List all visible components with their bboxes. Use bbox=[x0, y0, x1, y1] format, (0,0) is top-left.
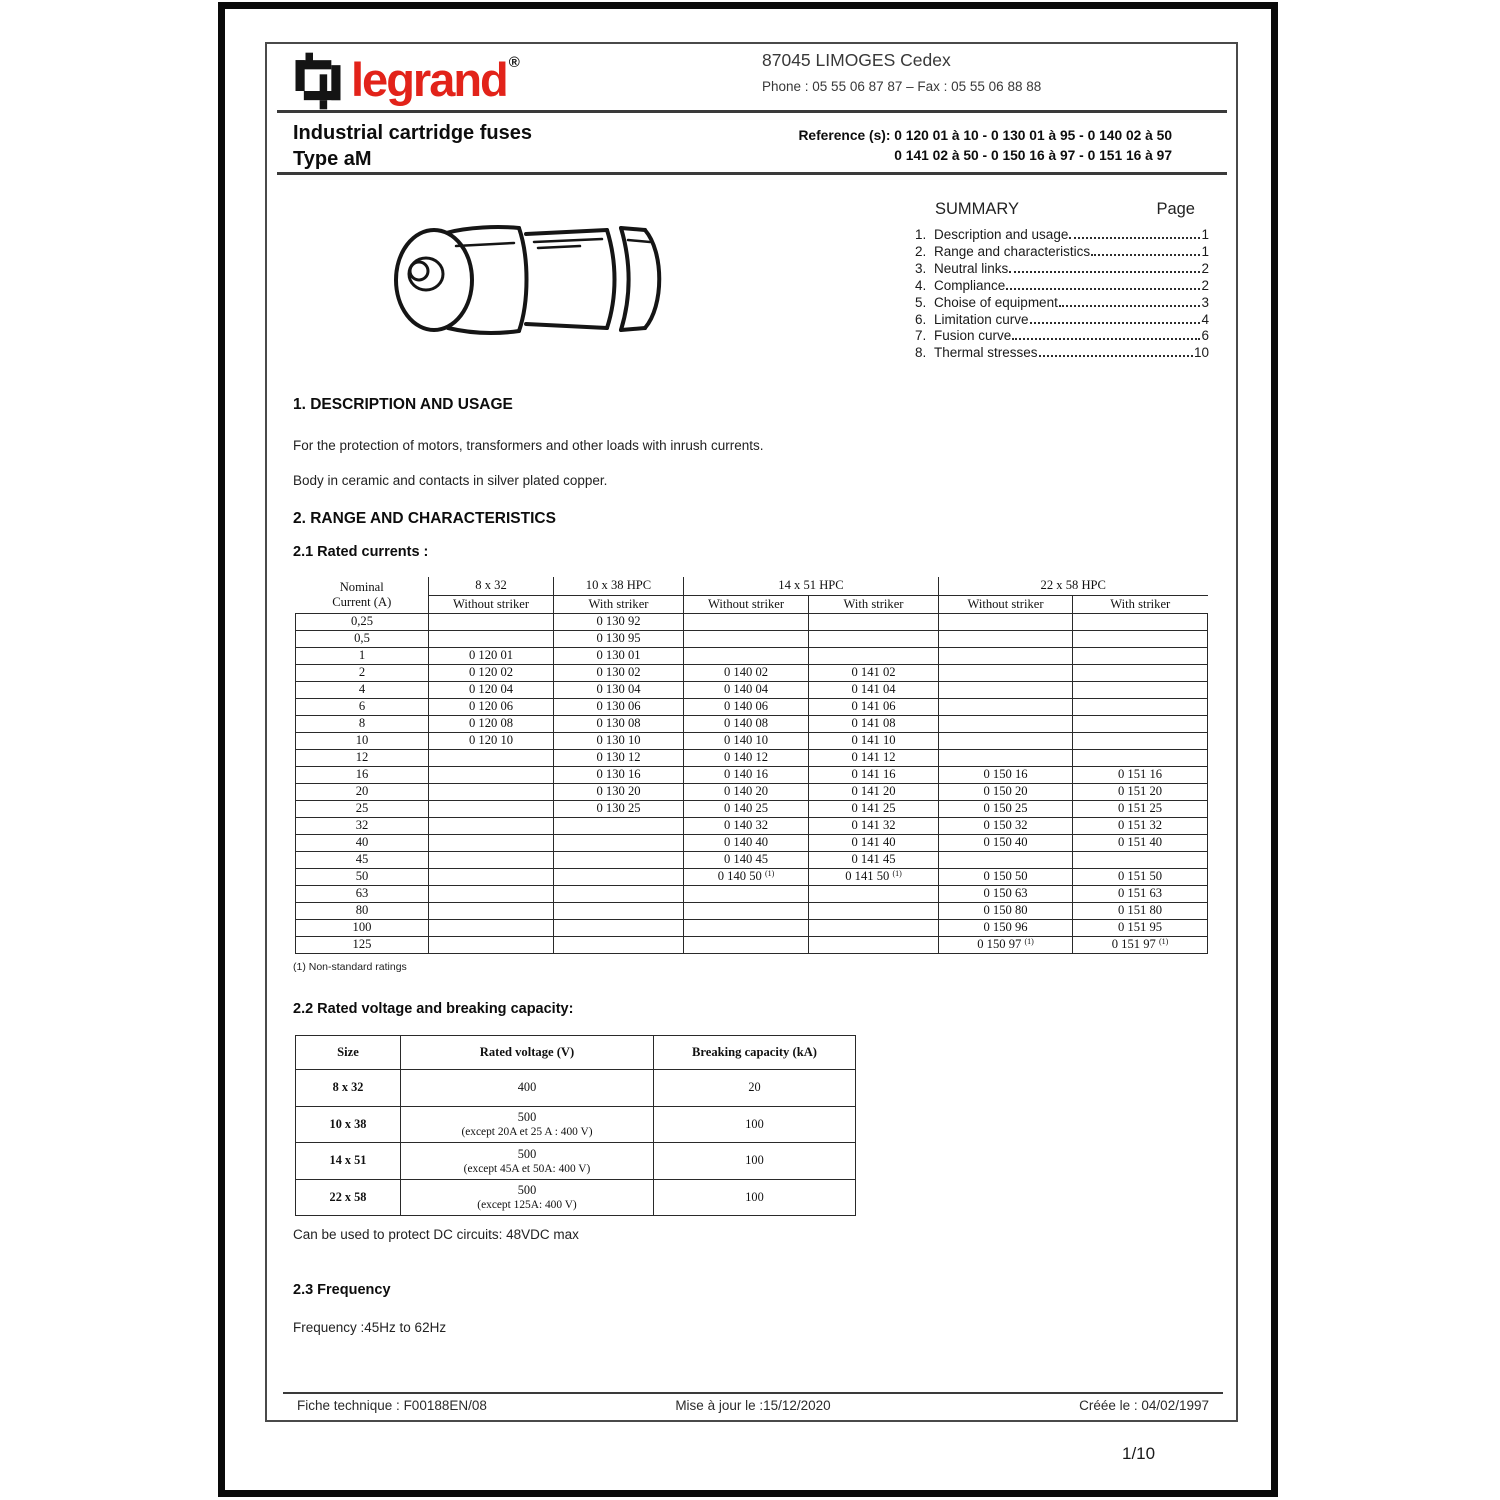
legrand-logo bbox=[293, 52, 520, 110]
rated-current-row bbox=[296, 817, 1208, 834]
catalog-number-cell: 0 141 16 bbox=[809, 766, 939, 783]
summary-item-leader bbox=[1006, 288, 1200, 290]
catalog-number-cell bbox=[684, 902, 809, 919]
summary-item-page: 1 bbox=[1201, 227, 1209, 242]
catalog-number-cell: 0 150 96 bbox=[939, 919, 1073, 936]
catalog-number-cell bbox=[809, 613, 939, 630]
catalog-number-cell: 0 140 25 bbox=[684, 800, 809, 817]
catalog-number-cell: 0 130 20 bbox=[554, 783, 684, 800]
catalog-number-cell: 0 130 10 bbox=[554, 732, 684, 749]
summary-item-label: Thermal stresses bbox=[934, 345, 1038, 361]
catalog-number-cell: 0 130 92 bbox=[554, 613, 684, 630]
rated-current-row bbox=[296, 681, 1208, 698]
catalog-number-cell bbox=[1073, 647, 1208, 664]
striker-header: Without striker bbox=[939, 595, 1073, 613]
catalog-number-cell: 0 151 80 bbox=[1073, 902, 1208, 919]
registered-mark: ® bbox=[508, 54, 520, 71]
rated-current-row bbox=[296, 749, 1208, 766]
dc-circuits-note: Can be used to protect DC circuits: 48VDC max bbox=[293, 1227, 579, 1242]
rated-current-row bbox=[296, 647, 1208, 664]
catalog-number-cell: 0 151 40 bbox=[1073, 834, 1208, 851]
catalog-number-cell bbox=[1073, 630, 1208, 647]
rated-voltage-column-header: Rated voltage (V) bbox=[401, 1036, 654, 1070]
voltage-capacity-table bbox=[295, 1035, 856, 1216]
rated-current-row bbox=[296, 766, 1208, 783]
rated-current-row bbox=[296, 613, 1208, 630]
catalog-number-cell bbox=[1073, 613, 1208, 630]
summary-item-leader bbox=[1069, 237, 1200, 239]
catalog-number-cell: 0 140 50 $^{(1)}$ bbox=[684, 868, 809, 885]
footer-updated-date: Mise à jour le :15/12/2020 bbox=[675, 1398, 831, 1413]
summary-item-leader bbox=[1012, 338, 1200, 340]
rated-current-row bbox=[296, 919, 1208, 936]
catalog-number-cell: 0 140 32 bbox=[684, 817, 809, 834]
catalog-number-cell: 0 151 20 bbox=[1073, 783, 1208, 800]
catalog-number-cell: 0 140 45 bbox=[684, 851, 809, 868]
summary-item-page: 2 bbox=[1201, 260, 1209, 276]
cartridge-fuse-drawing bbox=[388, 212, 678, 360]
catalog-number-cell: 0 140 20 bbox=[684, 783, 809, 800]
voltage-header-row bbox=[296, 1036, 856, 1070]
size-header-10x38: 10 x 38 HPC bbox=[554, 577, 684, 595]
rated-current-row bbox=[296, 698, 1208, 715]
catalog-number-cell bbox=[1073, 698, 1208, 715]
catalog-number-cell: 0 130 01 bbox=[554, 647, 684, 664]
catalog-number-cell bbox=[1073, 851, 1208, 868]
catalog-number-cell bbox=[939, 613, 1073, 630]
catalog-number-cell bbox=[809, 919, 939, 936]
rated-current-row bbox=[296, 715, 1208, 732]
voltage-row bbox=[296, 1179, 856, 1216]
catalog-number-cell bbox=[1073, 681, 1208, 698]
catalog-number-cell bbox=[809, 647, 939, 664]
rated-current-row bbox=[296, 868, 1208, 885]
catalog-number-cell bbox=[939, 851, 1073, 868]
summary-item-number: 5. bbox=[915, 294, 927, 310]
catalog-number-cell bbox=[554, 851, 684, 868]
section-2-1-heading: 2.1 Rated currents : bbox=[293, 544, 429, 560]
rated-current-row bbox=[296, 851, 1208, 868]
nominal-current-cell: 63 bbox=[296, 885, 429, 902]
catalog-number-cell bbox=[1073, 715, 1208, 732]
voltage-value: 500 bbox=[517, 1110, 537, 1125]
voltage-row bbox=[296, 1143, 856, 1180]
rated-current-row bbox=[296, 783, 1208, 800]
catalog-number-cell bbox=[1073, 749, 1208, 766]
voltage-value: 500 bbox=[517, 1183, 537, 1198]
rated-current-row bbox=[296, 630, 1208, 647]
nominal-current-cell: 100 bbox=[296, 919, 429, 936]
catalog-number-cell: 0 130 25 bbox=[554, 800, 684, 817]
nominal-current-cell: 0,5 bbox=[296, 630, 429, 647]
size-cell: 14 x 51 bbox=[296, 1143, 401, 1180]
catalog-number-cell: 0 150 80 bbox=[939, 902, 1073, 919]
catalog-number-cell bbox=[684, 613, 809, 630]
catalog-number-cell: 0 150 32 bbox=[939, 817, 1073, 834]
catalog-number-cell: 0 130 12 bbox=[554, 749, 684, 766]
catalog-number-cell bbox=[429, 851, 554, 868]
summary-item-number: 6. bbox=[915, 311, 927, 327]
footer-technical-sheet: Fiche technique : F00188EN/08 bbox=[297, 1398, 487, 1413]
nominal-current-cell: 10 bbox=[296, 732, 429, 749]
summary-item bbox=[915, 278, 1209, 295]
title-line-1: Industrial cartridge fuses bbox=[293, 122, 532, 144]
footer-divider bbox=[283, 1392, 1223, 1394]
catalog-number-cell bbox=[939, 715, 1073, 732]
catalog-number-cell bbox=[939, 647, 1073, 664]
catalog-number-cell bbox=[554, 919, 684, 936]
rated-current-row bbox=[296, 834, 1208, 851]
catalog-number-cell bbox=[429, 885, 554, 902]
catalog-number-cell: 0 141 10 bbox=[809, 732, 939, 749]
catalog-number-cell bbox=[554, 868, 684, 885]
summary-item bbox=[915, 244, 1209, 261]
catalog-number-cell: 0 140 08 bbox=[684, 715, 809, 732]
size-header-14x51: 14 x 51 HPC bbox=[684, 577, 939, 595]
size-cell: 22 x 58 bbox=[296, 1179, 401, 1216]
catalog-number-cell: 0 140 12 bbox=[684, 749, 809, 766]
voltage-cell bbox=[401, 1143, 654, 1180]
summary-item-label: Compliance bbox=[934, 277, 1006, 293]
nominal-current-cell: 25 bbox=[296, 800, 429, 817]
summary-item-page: 10 bbox=[1193, 345, 1209, 361]
catalog-number-cell: 0 150 50 bbox=[939, 868, 1073, 885]
catalog-number-cell: 0 150 16 bbox=[939, 766, 1073, 783]
summary-item bbox=[915, 328, 1209, 345]
voltage-exception-note: (except 45A et 50A: 400 V) bbox=[463, 1162, 591, 1175]
catalog-number-cell bbox=[684, 647, 809, 664]
size-cell: 8 x 32 bbox=[296, 1070, 401, 1107]
catalog-number-cell bbox=[809, 936, 939, 953]
catalog-number-cell: 0 130 08 bbox=[554, 715, 684, 732]
catalog-number-cell: 0 141 12 bbox=[809, 749, 939, 766]
catalog-number-cell: 0 140 16 bbox=[684, 766, 809, 783]
catalog-number-cell bbox=[554, 936, 684, 953]
catalog-number-cell: 0 141 50 $^{(1)}$ bbox=[809, 868, 939, 885]
catalog-number-cell: 0 120 01 bbox=[429, 647, 554, 664]
section-1-heading: 1. DESCRIPTION AND USAGE bbox=[293, 396, 513, 413]
summary-item-label: Range and characteristics bbox=[934, 243, 1091, 259]
catalog-number-cell bbox=[554, 885, 684, 902]
catalog-number-cell bbox=[429, 902, 554, 919]
summary-item-leader bbox=[1030, 322, 1201, 324]
catalog-number-cell bbox=[429, 783, 554, 800]
rated-current-row bbox=[296, 885, 1208, 902]
rated-current-row bbox=[296, 800, 1208, 817]
catalog-number-cell bbox=[939, 698, 1073, 715]
voltage-cell bbox=[401, 1179, 654, 1216]
voltage-row bbox=[296, 1106, 856, 1143]
catalog-number-cell bbox=[939, 630, 1073, 647]
reference-line-1: Reference (s): 0 120 01 à 10 - 0 130 01 à 95 - 0 140 02 à 50 bbox=[798, 128, 1172, 143]
voltage-value: 400 bbox=[517, 1080, 537, 1095]
section-2-3-heading: 2.3 Frequency bbox=[293, 1282, 391, 1298]
catalog-number-cell: 0 140 02 bbox=[684, 664, 809, 681]
striker-header: Without striker bbox=[429, 595, 554, 613]
catalog-number-cell bbox=[429, 919, 554, 936]
voltage-value: 500 bbox=[517, 1146, 537, 1161]
catalog-number-cell bbox=[939, 681, 1073, 698]
catalog-number-cell: 0 141 04 bbox=[809, 681, 939, 698]
catalog-number-cell: 0 151 63 bbox=[1073, 885, 1208, 902]
nominal-current-cell: 12 bbox=[296, 749, 429, 766]
summary-item-leader bbox=[1039, 355, 1193, 357]
summary-item-number: 7. bbox=[915, 328, 927, 344]
reference-block bbox=[737, 126, 1172, 166]
rated-header-row-1 bbox=[296, 577, 1208, 595]
size-cell: 10 x 38 bbox=[296, 1106, 401, 1143]
rated-current-row bbox=[296, 936, 1208, 953]
divider bbox=[277, 172, 1227, 175]
voltage-exception-note: (except 20A et 25 A : 400 V) bbox=[461, 1126, 593, 1139]
catalog-number-cell bbox=[429, 817, 554, 834]
catalog-number-cell bbox=[554, 817, 684, 834]
document-title bbox=[293, 120, 532, 172]
nominal-current-cell: 32 bbox=[296, 817, 429, 834]
striker-header: With striker bbox=[554, 595, 684, 613]
catalog-number-cell: 0 141 25 bbox=[809, 800, 939, 817]
catalog-number-cell: 0 120 06 bbox=[429, 698, 554, 715]
nominal-current-cell: 16 bbox=[296, 766, 429, 783]
catalog-number-cell: 0 151 97 $^{(1)}$ bbox=[1073, 936, 1208, 953]
catalog-number-cell: 0 120 02 bbox=[429, 664, 554, 681]
catalog-number-cell: 0 150 97 $^{(1)}$ bbox=[939, 936, 1073, 953]
nominal-current-cell: 8 bbox=[296, 715, 429, 732]
rated-current-row bbox=[296, 732, 1208, 749]
legrand-logo-icon bbox=[293, 52, 343, 110]
voltage-cell bbox=[401, 1106, 654, 1143]
striker-header: Without striker bbox=[684, 595, 809, 613]
catalog-number-cell bbox=[429, 749, 554, 766]
catalog-number-cell bbox=[809, 902, 939, 919]
striker-header: With striker bbox=[809, 595, 939, 613]
summary-item bbox=[915, 261, 1209, 278]
catalog-number-cell bbox=[684, 936, 809, 953]
catalog-number-cell: 0 130 04 bbox=[554, 681, 684, 698]
summary-item bbox=[915, 227, 1209, 244]
catalog-number-cell: 0 151 16 bbox=[1073, 766, 1208, 783]
catalog-number-cell: 0 140 40 bbox=[684, 834, 809, 851]
catalog-number-cell: 0 141 45 bbox=[809, 851, 939, 868]
summary-item bbox=[915, 295, 1209, 312]
nominal-current-cell: 50 bbox=[296, 868, 429, 885]
catalog-number-cell bbox=[809, 885, 939, 902]
summary-item-leader bbox=[1059, 305, 1201, 307]
section-1-paragraph-2: Body in ceramic and contacts in silver plated copper. bbox=[293, 473, 608, 488]
catalog-number-cell: 0 130 06 bbox=[554, 698, 684, 715]
rated-header-row-2 bbox=[296, 595, 1208, 613]
nominal-current-cell: 1 bbox=[296, 647, 429, 664]
divider bbox=[277, 110, 1227, 113]
summary-item-label: Description and usage bbox=[934, 227, 1069, 242]
summary-page-label: Page bbox=[1156, 200, 1195, 218]
catalog-number-cell bbox=[429, 834, 554, 851]
catalog-number-cell bbox=[429, 766, 554, 783]
catalog-number-cell bbox=[554, 834, 684, 851]
catalog-number-cell: 0 150 63 bbox=[939, 885, 1073, 902]
nominal-current-cell: 40 bbox=[296, 834, 429, 851]
title-line-2: Type aM bbox=[293, 148, 372, 170]
catalog-number-cell: 0 130 02 bbox=[554, 664, 684, 681]
summary-item-label: Limitation curve bbox=[934, 311, 1029, 327]
frequency-note: Frequency :45Hz to 62Hz bbox=[293, 1320, 447, 1335]
section-1-paragraph-1: For the protection of motors, transformers and other loads with inrush currents. bbox=[293, 438, 764, 453]
catalog-number-cell bbox=[684, 630, 809, 647]
nominal-current-header: Nominal Current (A) bbox=[332, 579, 392, 609]
catalog-number-cell bbox=[429, 613, 554, 630]
nominal-current-cell: 6 bbox=[296, 698, 429, 715]
company-address bbox=[762, 50, 1041, 94]
footer bbox=[297, 1398, 1209, 1413]
voltage-row bbox=[296, 1070, 856, 1107]
nominal-current-cell: 4 bbox=[296, 681, 429, 698]
catalog-number-cell: 0 151 25 bbox=[1073, 800, 1208, 817]
catalog-number-cell: 0 130 95 bbox=[554, 630, 684, 647]
catalog-number-cell: 0 120 04 bbox=[429, 681, 554, 698]
summary-item-number: 1. bbox=[915, 227, 927, 242]
size-column-header: Size bbox=[296, 1036, 401, 1070]
capacity-cell: 20 bbox=[654, 1070, 856, 1107]
catalog-number-cell: 0 120 08 bbox=[429, 715, 554, 732]
catalog-number-cell bbox=[809, 630, 939, 647]
summary-item-number: 8. bbox=[915, 345, 927, 361]
catalog-number-cell: 0 141 06 bbox=[809, 698, 939, 715]
reference-line-2: 0 141 02 à 50 - 0 150 16 à 97 - 0 151 16 à 97 bbox=[894, 148, 1172, 163]
summary-item-page: 4 bbox=[1201, 311, 1209, 327]
nominal-current-cell: 125 bbox=[296, 936, 429, 953]
catalog-number-cell bbox=[429, 936, 554, 953]
capacity-cell: 100 bbox=[654, 1143, 856, 1180]
striker-header: With striker bbox=[1073, 595, 1208, 613]
catalog-number-cell: 0 140 04 bbox=[684, 681, 809, 698]
catalog-number-cell: 0 151 95 bbox=[1073, 919, 1208, 936]
document-page bbox=[265, 42, 1238, 1422]
brand-name: legrand bbox=[351, 53, 507, 106]
catalog-number-cell: 0 141 20 bbox=[809, 783, 939, 800]
summary-item-page: 6 bbox=[1201, 328, 1209, 344]
catalog-number-cell: 0 141 40 bbox=[809, 834, 939, 851]
summary-item-page: 1 bbox=[1201, 243, 1209, 259]
summary-item-number: 4. bbox=[915, 277, 927, 293]
nominal-current-cell: 20 bbox=[296, 783, 429, 800]
catalog-number-cell: 0 150 40 bbox=[939, 834, 1073, 851]
summary-list bbox=[915, 227, 1209, 362]
catalog-number-cell: 0 140 10 bbox=[684, 732, 809, 749]
catalog-number-cell: 0 150 20 bbox=[939, 783, 1073, 800]
voltage-cell bbox=[401, 1070, 654, 1107]
voltage-exception-note: (except 125A: 400 V) bbox=[477, 1199, 577, 1212]
catalog-number-cell bbox=[939, 664, 1073, 681]
summary-item-page: 2 bbox=[1201, 277, 1209, 293]
catalog-number-cell bbox=[684, 919, 809, 936]
summary-box bbox=[915, 200, 1209, 362]
capacity-cell: 100 bbox=[654, 1179, 856, 1216]
summary-item-page: 3 bbox=[1201, 294, 1209, 310]
catalog-number-cell bbox=[1073, 732, 1208, 749]
size-header-22x58: 22 x 58 HPC bbox=[939, 577, 1208, 595]
catalog-number-cell bbox=[939, 749, 1073, 766]
summary-item-label: Fusion curve bbox=[934, 328, 1012, 344]
summary-item-leader bbox=[1009, 271, 1200, 273]
rated-current-row bbox=[296, 664, 1208, 681]
rated-currents-table bbox=[295, 577, 1208, 954]
catalog-number-cell: 0 130 16 bbox=[554, 766, 684, 783]
summary-item-number: 3. bbox=[915, 260, 927, 276]
catalog-number-cell bbox=[684, 885, 809, 902]
summary-item-label: Neutral links bbox=[934, 260, 1009, 276]
breaking-capacity-column-header: Breaking capacity (kA) bbox=[654, 1036, 856, 1070]
catalog-number-cell bbox=[1073, 664, 1208, 681]
size-header-8x32: 8 x 32 bbox=[429, 577, 554, 595]
capacity-cell: 100 bbox=[654, 1106, 856, 1143]
catalog-number-cell bbox=[554, 902, 684, 919]
nominal-current-cell: 45 bbox=[296, 851, 429, 868]
summary-item bbox=[915, 312, 1209, 329]
catalog-number-cell bbox=[939, 732, 1073, 749]
nominal-current-cell: 0,25 bbox=[296, 613, 429, 630]
catalog-number-cell bbox=[429, 800, 554, 817]
catalog-number-cell bbox=[429, 868, 554, 885]
catalog-number-cell: 0 151 50 bbox=[1073, 868, 1208, 885]
catalog-number-cell: 0 141 32 bbox=[809, 817, 939, 834]
summary-item-number: 2. bbox=[915, 243, 927, 259]
summary-heading: SUMMARY bbox=[935, 200, 1020, 218]
catalog-number-cell: 0 150 25 bbox=[939, 800, 1073, 817]
table-footnote: (1) Non-standard ratings bbox=[293, 961, 407, 973]
catalog-number-cell: 0 120 10 bbox=[429, 732, 554, 749]
page-number: 1/10 bbox=[1122, 1444, 1156, 1463]
catalog-number-cell bbox=[429, 630, 554, 647]
rated-current-row bbox=[296, 902, 1208, 919]
catalog-number-cell: 0 151 32 bbox=[1073, 817, 1208, 834]
catalog-number-cell: 0 141 02 bbox=[809, 664, 939, 681]
summary-item bbox=[915, 345, 1209, 362]
address-line: 87045 LIMOGES Cedex bbox=[762, 50, 951, 70]
nominal-current-cell: 80 bbox=[296, 902, 429, 919]
section-2-2-heading: 2.2 Rated voltage and breaking capacity: bbox=[293, 1001, 574, 1017]
footer-created-date: Créée le : 04/02/1997 bbox=[1079, 1398, 1209, 1413]
section-2-heading: 2. RANGE AND CHARACTERISTICS bbox=[293, 510, 556, 527]
catalog-number-cell: 0 141 08 bbox=[809, 715, 939, 732]
summary-item-label: Choise of equipment bbox=[934, 294, 1058, 310]
phone-fax-line: Phone : 05 55 06 87 87 – Fax : 05 55 06 88 88 bbox=[762, 79, 1042, 94]
catalog-number-cell: 0 140 06 bbox=[684, 698, 809, 715]
summary-item-leader bbox=[1091, 254, 1200, 256]
nominal-current-cell: 2 bbox=[296, 664, 429, 681]
